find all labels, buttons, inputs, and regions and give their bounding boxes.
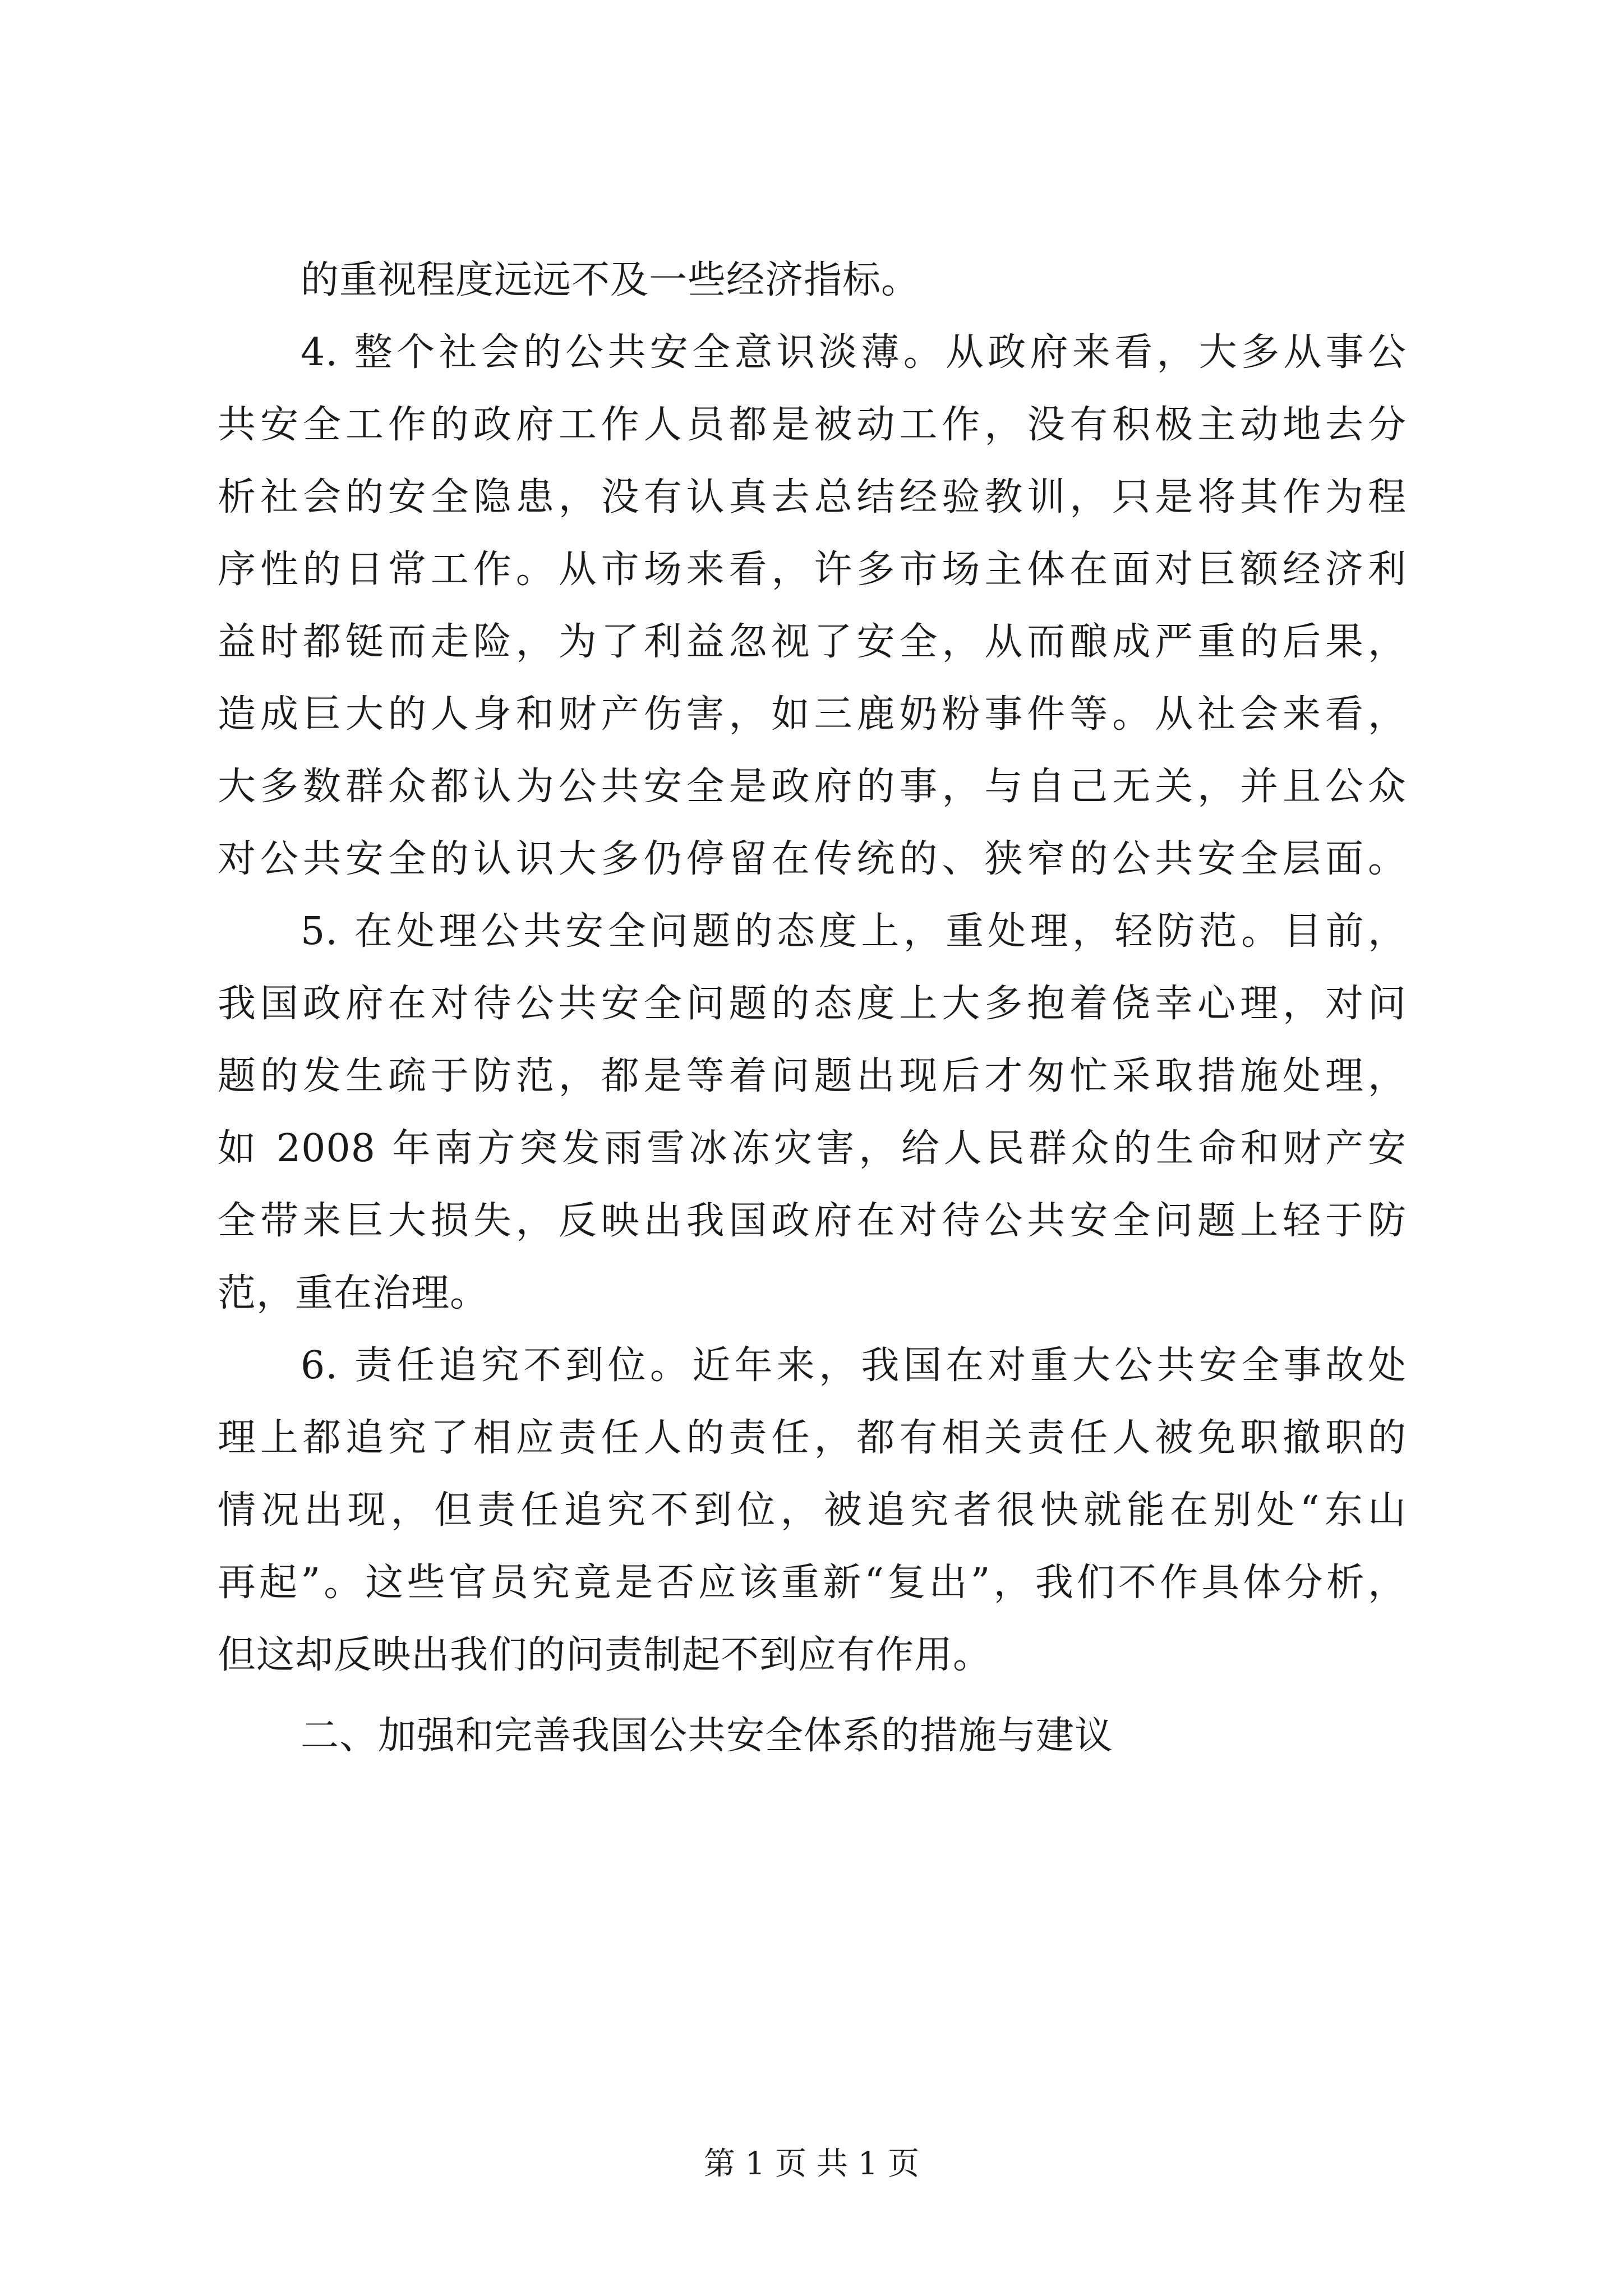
text-line: 的重视程度远远不及一些经济指标。 — [301, 258, 920, 302]
section-heading: 二、加强和完善我国公共安全体系的措施与建议 — [301, 1714, 1114, 1758]
text-line: 全带来巨大损失，反映出我国政府在对待公共安全问题上轻于防 — [218, 1199, 1407, 1243]
text-line: 情况出现，但责任追究不到位，被追究者很快就能在别处“东山 — [218, 1488, 1407, 1533]
text-line: 范，重在治理。 — [218, 1271, 489, 1315]
text-line: 序性的日常工作。从市场来看，许多市场主体在面对巨额经济利 — [218, 547, 1407, 592]
text-line: 但这却反映出我们的问责制起不到应有作用。 — [218, 1633, 992, 1677]
text-line: 共安全工作的政府工作人员都是被动工作，没有积极主动地去分 — [218, 403, 1407, 447]
text-line: 再起”。这些官员究竟是否应该重新“复出”，我们不作具体分析， — [218, 1561, 1407, 1605]
page-footer: 第 1 页 共 1 页 — [703, 2146, 920, 2182]
text-line: 益时都铤而走险，为了利益忽视了安全，从而酿成严重的后果， — [218, 620, 1407, 664]
text-line: 如 2008 年南方突发雨雪冰冻灾害，给人民群众的生命和财产安 — [218, 1126, 1407, 1171]
text-line: 对公共安全的认识大多仍停留在传统的、狭窄的公共安全层面。 — [218, 837, 1407, 881]
text-line: 题的发生疏于防范，都是等着问题出现后才匆忙采取措施处理， — [218, 1054, 1407, 1098]
text-line: 理上都追究了相应责任人的责任，都有相关责任人被免职撤职的 — [218, 1416, 1407, 1460]
text-line: 造成巨大的人身和财产伤害，如三鹿奶粉事件等。从社会来看， — [218, 692, 1407, 737]
text-line: 大多数群众都认为公共安全是政府的事，与自己无关，并且公众 — [218, 765, 1407, 809]
text-line: 析社会的安全隐患，没有认真去总结经验教训，只是将其作为程 — [218, 475, 1407, 519]
text-line: 5. 在处理公共安全问题的态度上，重处理，轻防范。目前， — [301, 909, 1407, 954]
text-line: 6. 责任追究不到位。近年来，我国在对重大公共安全事故处 — [301, 1343, 1407, 1388]
text-line: 我国政府在对待公共安全问题的态度上大多抱着侥幸心理，对问 — [218, 982, 1407, 1026]
text-line: 4. 整个社会的公共安全意识淡薄。从政府来看，大多从事公 — [301, 330, 1407, 375]
